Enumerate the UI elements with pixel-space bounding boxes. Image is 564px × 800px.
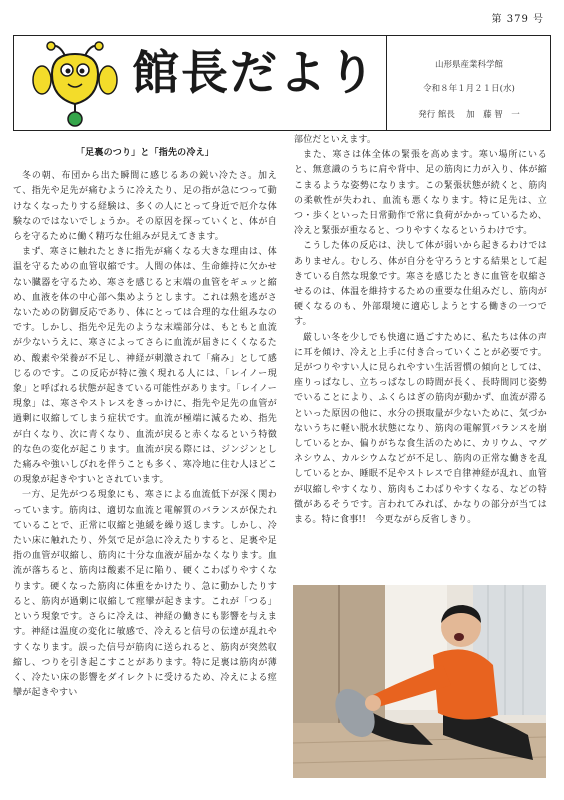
paragraph: 一方、足先がつる現象にも、寒さによる血流低下が深く関わっています。筋肉は、適切な血流と電解質のバランスが保たれていることで、正常に収縮と弛緩を繰り返します。しかし、冷たい床に触れたり、外気で足が急に冷えたりすると、足裏や足指の血管が収縮し、筋肉に十分な血液が届かなくなります。血流が落ちると、筋肉は酸素不足に陥り、硬くこわばりやすくなります。硬くなった筋肉に体重をかけたり、急に動かしたりすると、筋肉が過剰に収縮して痙攣が起きます。これが「つる」という現象です。さらに冷えは、神経の働きにも影響を与えます。神経は温度の変化に敏感で、冷えると信号の伝達が乱れやすくなります。誤った信号が筋肉に送られると、筋肉が突然収縮し、つりを引き起こすことがあります。特に足裏は筋肉が薄く、冷たい床の影響をダイレクトに受けるため、冷えによる痙攣が起きやすい (13, 490, 277, 699)
issue-number: 第 379 号 (491, 14, 544, 25)
masthead-box (13, 35, 551, 131)
publisher-name: 発行 館長 加 藤 智 一 (418, 110, 520, 120)
paragraph: 部位だといえます。 (294, 135, 377, 145)
paragraph: また、寒さは体全体の緊張を高めます。寒い場所にいると、無意識のうちに肩や背中、足の筋肉に力が入り、体が縮こまるような姿勢になります。この緊張状態が続くと、筋肉の柔軟性が失われ、血流も悪くなります。特に足先は、立つ・歩くといった日常動作で常に負荷がかかっているため、冷えと緊張が重なると、つりやすくなるというわけです。 (294, 150, 547, 237)
article-left-column (13, 142, 277, 787)
paragraph: こうした体の反応は、決して体が弱いから起きるわけではありません。むしろ、体が自分を守ろうとする結果として起きている自然な現象です。寒さを感じたときに血管を収縮させるのは、体温を維持するための重要な仕組みだし、筋肉が硬くなるのも、外部環境に適応しようとする働きの一つです。 (294, 241, 547, 328)
paragraph: 冬の朝、布団から出た瞬間に感じるあの鋭い冷たさ。加えて、指先や足先が痛むように冷えたり、足の指が急につって動けなくなったりする経験は、多くの人にとって身近で厄介な体験なのではないでしょうか。その原因を探っていくと、体が自らを守るために働く精巧な仕組みが見えてきます。 (13, 171, 277, 243)
organization-name: 山形県産業科学館 (434, 60, 503, 70)
paragraph: まず、寒さに触れたときに指先が痛くなる大きな理由は、体温を守るための血管収縮です。人間の体は、生命維持に欠かせない臓器を守るため、寒さを感じると末端の血管をギュッと縮め、血液を体の中心部へ集めようとします。これは熱を逃がさないための防御反応であり、体にとっては合理的な仕組みなのです。しかし、指先や足先のような末端部分は、もともと血流が少ないうえに、寒さによってさらに血流が届きにくくなるため、酸素や栄養が不足し、神経が刺激されて「痛み」として感じるのです。この反応が特に強く現れる人には、「レイノー現象」と呼ばれる状態が起きている可能性があります。「レイノー現象」は、寒さやストレスをきっかけに、指先や足先の血管が過剰に収縮してしまう症状です。血流が極端に減るため、指先が白くなり、次に青くなり、血流が戻ると赤くなるという特徴的な色の変化が起こります。血流が戻る際には、ジンジンとした痛みや強いしびれを伴うことも多く、寒冷地に住む人ほどこの現象が起きやすいとされています。 (13, 247, 277, 486)
article-right-column (294, 133, 547, 573)
article-title: 「足裏のつり」と「指先の冷え」 (75, 148, 214, 158)
photo-man-stretching-foot (293, 585, 546, 778)
masthead-title: 館長だより (132, 46, 377, 101)
paragraph: 厳しい冬を少しでも快適に過ごすために、私たちは体の声に耳を傾け、冷えと上手に付き合っていくことが必要です。足がつりやすい人に見られやすい生活習慣の傾向としては、座りっぱなし、立ちっぱなしの時間が長く、長時間同じ姿勢でいることにより、ふくらはぎの筋肉が動かず、血流が滞るといった原因の他に、水分の摂取量が少ないために、気づかないうちに軽い脱水状態になり、筋肉の電解質バランスを崩しているとか、偏りがちな食生活のために、カリウム、マグネシウム、カルシウムなどが不足し、筋肉の正常な働きを乱しているとか、睡眠不足やストレスで自律神経が乱れ、血管が収縮しやすくなり、筋肉もこわばりやすくなる、などの特徴があるそうです。言われてみれば、かなりの部分が当てはまる。特に食事!! 今更ながら反省しきり。 (294, 332, 547, 526)
publication-date: 令和８年１月２１日(水) (423, 84, 515, 94)
bee-mascot-icon (32, 40, 118, 128)
